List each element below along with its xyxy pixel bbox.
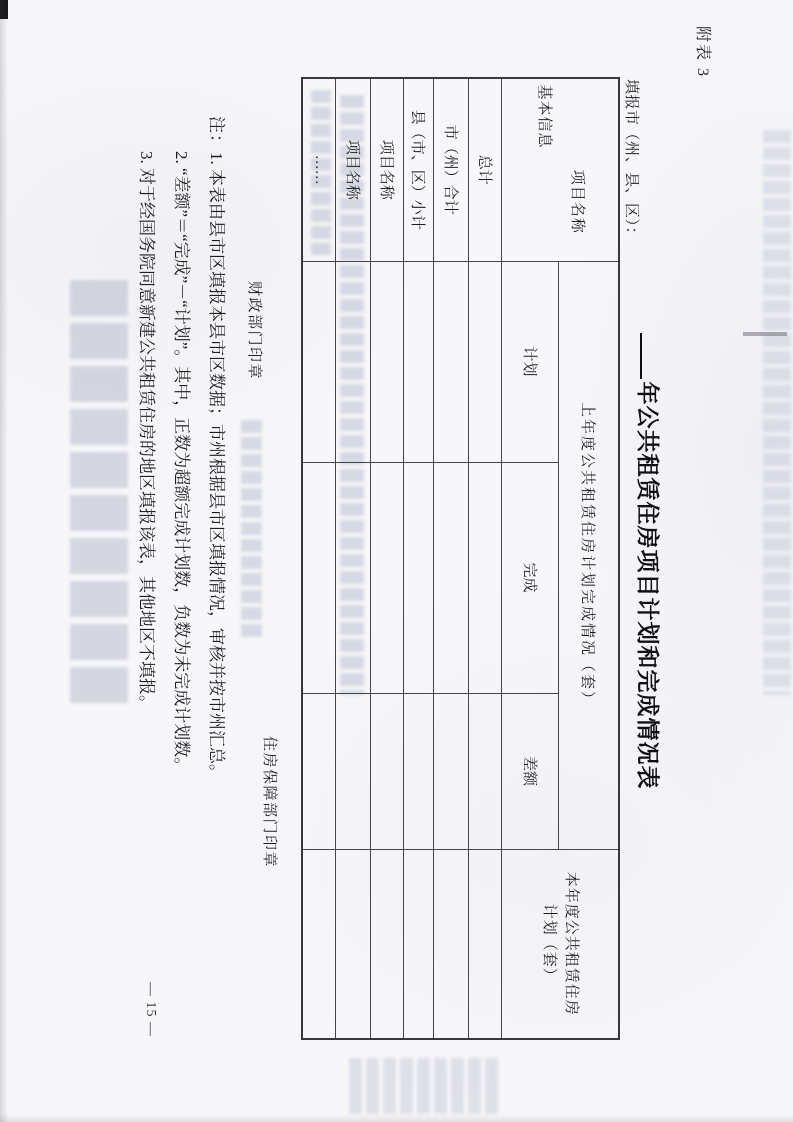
- finance-stamp-label: 财政部门印章: [246, 281, 262, 381]
- data-cell: [336, 261, 371, 462]
- data-cell: [434, 693, 469, 849]
- bleed-through-band: [763, 130, 791, 695]
- data-cell: [371, 261, 404, 462]
- row-label: 项目名称: [336, 78, 371, 261]
- bleed-through-band: [241, 420, 262, 640]
- table-row: [371, 78, 404, 1039]
- data-cell: [302, 261, 336, 462]
- housing-stamp-label: 住房保障部门印章: [261, 736, 277, 869]
- data-cell: [336, 849, 371, 1039]
- form-table: [301, 77, 620, 1040]
- row-label: 市（州）合计: [434, 78, 469, 261]
- data-cell: [371, 462, 404, 693]
- data-cell: [469, 462, 502, 693]
- corner-label-basic-info: 基本信息: [535, 84, 552, 149]
- reporting-unit-label: 填报市（州、县、区）：: [623, 79, 639, 243]
- scan-edge-shadow-left: [0, 0, 8, 1122]
- data-cell: [404, 462, 434, 693]
- data-cell: [302, 462, 336, 693]
- footnote-line: [199, 116, 234, 1036]
- footnote-prefix: 注：: [207, 116, 226, 152]
- data-cell: [404, 693, 434, 849]
- data-cell: [302, 693, 336, 849]
- data-cell: [434, 849, 469, 1039]
- scan-edge-shadow-bottom: [0, 1114, 793, 1122]
- subheader-completed: 完成: [502, 462, 559, 693]
- table-row: [302, 78, 336, 1039]
- prev-year-group-header: 上年度公共租赁住房计划完成情况（套）: [559, 261, 619, 849]
- table-row: [469, 78, 502, 1039]
- subheader-plan: 计划: [502, 261, 559, 462]
- corner-label-project-name: 项目名称: [569, 169, 586, 234]
- footnote-line: 3. 对于经国务院同意新建公共租赁住房的地区填报该表，其他地区不填报。: [137, 151, 156, 712]
- corner-header-cell: [502, 78, 619, 261]
- data-cell: [371, 693, 404, 849]
- row-label: 项目名称: [371, 78, 404, 261]
- data-cell: [404, 849, 434, 1039]
- data-cell: [371, 849, 404, 1039]
- footnote-line: 2. “差额”＝“完成”－“计划”。其中，正数为超额完成计划数，负数为未完成计划数。: [172, 151, 191, 775]
- year-blank-underline: [640, 333, 659, 379]
- current-year-header-line1: 本年度公共租赁住房: [563, 871, 580, 1016]
- data-cell: [469, 849, 502, 1039]
- data-cell: [434, 462, 469, 693]
- subheader-difference: 差额: [502, 693, 559, 849]
- form-title-text: 年公共租赁住房项目计划和完成情况表: [635, 381, 661, 790]
- data-cell: [336, 462, 371, 693]
- current-year-header-line2: 计划（套）: [541, 903, 558, 984]
- page-number: — 15 —: [143, 982, 158, 1037]
- row-label: ……: [302, 78, 336, 261]
- data-cell: [404, 261, 434, 462]
- footnote-text: 1. 本表由县市区填报本县市区数据；市州根据县市区填报情况，审核并按市州汇总。: [207, 152, 226, 781]
- data-cell: [469, 693, 502, 849]
- data-cell: [336, 693, 371, 849]
- row-label: 县（市、区）小计: [404, 78, 434, 261]
- table-row: [434, 78, 469, 1039]
- data-cell: [434, 261, 469, 462]
- table-row: [404, 78, 434, 1039]
- footnotes: [129, 116, 234, 1036]
- data-cell: [469, 261, 502, 462]
- bleed-through-title: [70, 280, 128, 710]
- row-label: 总计: [469, 78, 502, 261]
- stray-mark: [743, 332, 787, 336]
- appendix-label: 附表 3: [694, 26, 711, 79]
- data-cell: [302, 849, 336, 1039]
- current-year-header-cell: [502, 849, 619, 1039]
- header-row-1: [559, 78, 619, 1039]
- table-row: [336, 78, 371, 1039]
- bleed-through-band: [349, 1058, 501, 1114]
